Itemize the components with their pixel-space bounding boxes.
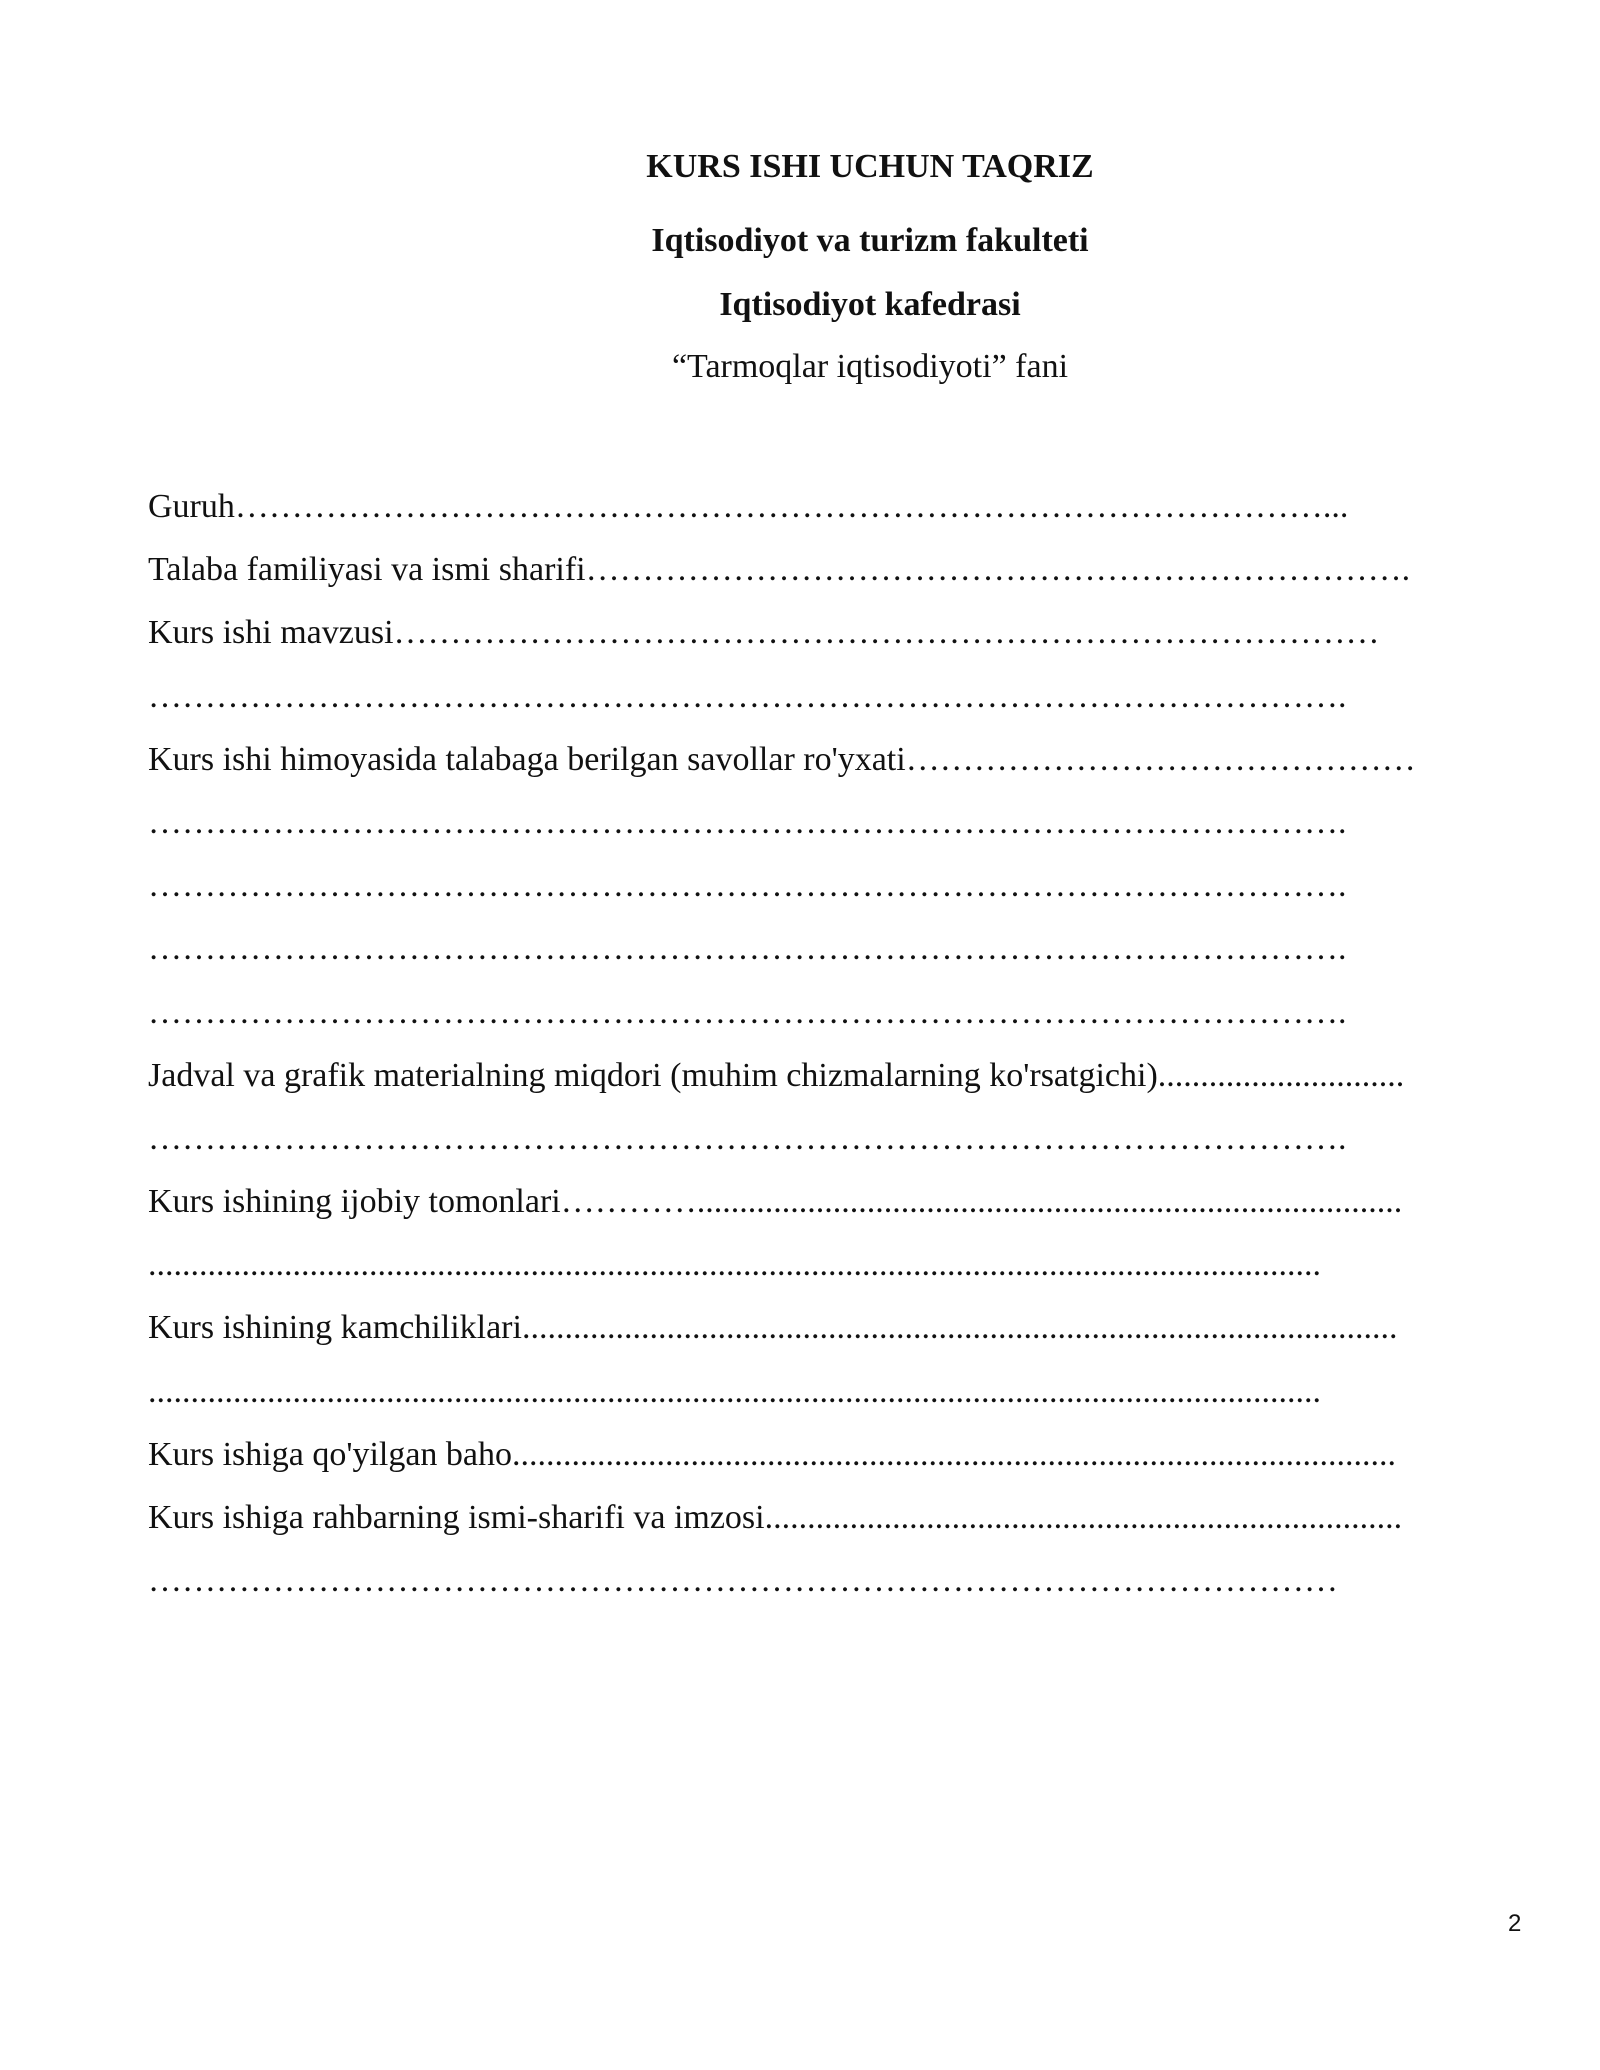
form-line-blank: ……………………………………………………………………………………………. bbox=[148, 930, 1347, 968]
form-line-grade: Kurs ishiga qo'yilgan baho........................................................................................................ bbox=[148, 1435, 1397, 1473]
form-line-topic: Kurs ishi mavzusi…………………………………………………………………………… bbox=[148, 614, 1380, 652]
form-line-blank: ……………………………………………………………………………………………. bbox=[148, 1119, 1347, 1157]
form-line-blank: .......................................................................................................................................... bbox=[148, 1372, 1321, 1410]
form-line-materials: Jadval va grafik materialning miqdori (muhim chizmalarning ko'rsatgichi)............................. bbox=[148, 1056, 1405, 1094]
department-name: Iqtisodiyot kafedrasi bbox=[719, 286, 1021, 323]
subject-name: “Tarmoqlar iqtisodiyoti” fani bbox=[671, 348, 1069, 385]
form-line-group: Guruh……………………………………………………………………………………... bbox=[148, 488, 1349, 525]
document-title: KURS ISHI UCHUN TAQRIZ bbox=[646, 148, 1094, 185]
form-line-blank: .......................................................................................................................................... bbox=[148, 1246, 1321, 1284]
form-line-blank: ……………………………………………………………………………………………. bbox=[148, 993, 1347, 1031]
review-form bbox=[148, 475, 1514, 1612]
form-line-questions: Kurs ishi himoyasida talabaga berilgan savollar ro'yxati……………………………………… bbox=[148, 740, 1416, 778]
form-line-blank: …………………………………………………………………………………………… bbox=[148, 1562, 1338, 1600]
page-number: 2 bbox=[1508, 1910, 1522, 1937]
form-line-weaknesses: Kurs ishining kamchiliklari....................................................................................................... bbox=[148, 1309, 1398, 1347]
form-line-student-name: Talaba familiyasi va ismi sharifi………………………………………………………………. bbox=[148, 551, 1411, 589]
faculty-name: Iqtisodiyot va turizm fakulteti bbox=[651, 222, 1089, 259]
form-line-blank: ……………………………………………………………………………………………. bbox=[148, 803, 1347, 841]
form-line-strengths: Kurs ishining ijobiy tomonlari…………................................................................................... bbox=[148, 1183, 1403, 1221]
form-line-blank: ……………………………………………………………………………………………. bbox=[148, 677, 1347, 715]
form-line-supervisor: Kurs ishiga rahbarning ismi-sharifi va imzosi........................................................................... bbox=[148, 1499, 1403, 1536]
form-line-blank: ……………………………………………………………………………………………. bbox=[148, 867, 1347, 905]
